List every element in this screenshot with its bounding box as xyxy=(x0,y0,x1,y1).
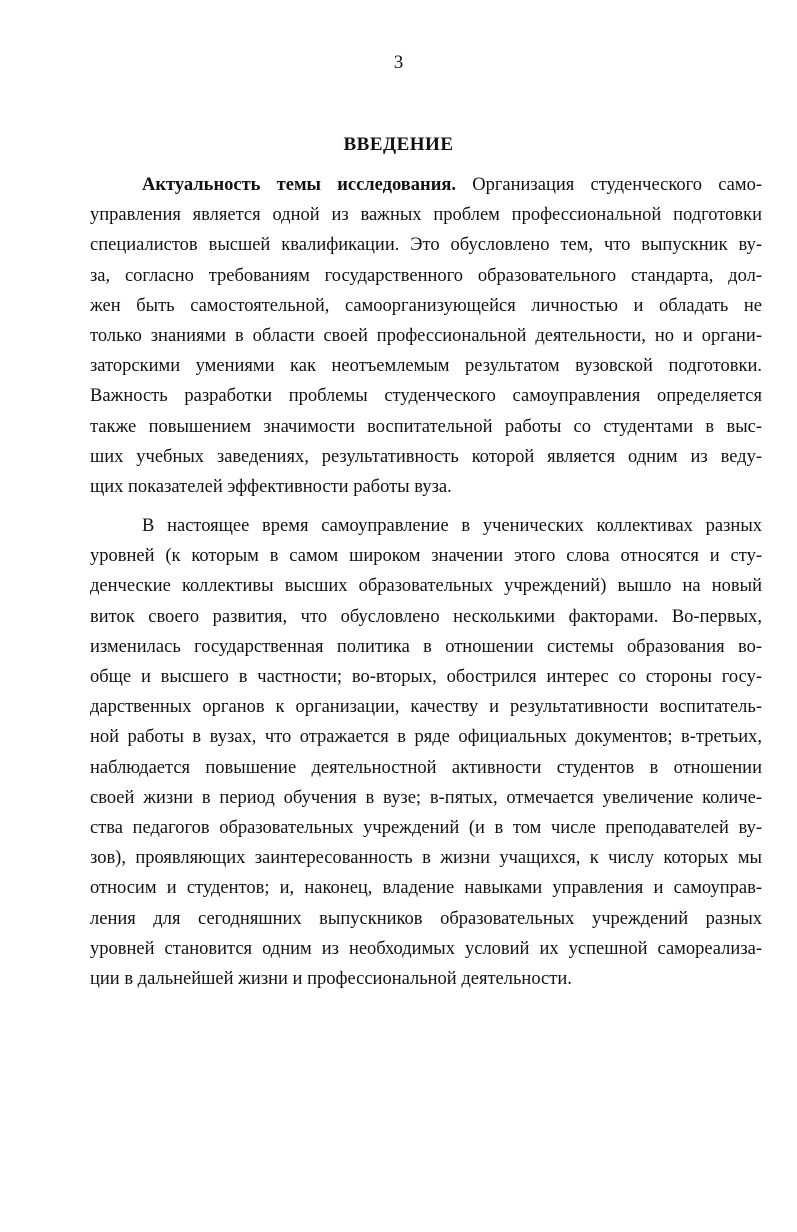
paragraph-1-line-5: жен быть самостоятельной, самоорганизующейся личностью и обладать не xyxy=(90,295,762,316)
paragraph-2-line-9: наблюдается повышение деятельностной активности студентов в отношении xyxy=(90,757,762,778)
paragraph-1-line-11: щих показателей эффективности работы вуза. xyxy=(90,476,452,497)
paragraph-1-line-6: только знаниями в области своей профессиональной деятельности, но и органи- xyxy=(90,325,762,346)
paragraph-2-line-16: ции в дальнейшей жизни и профессиональной деятельности. xyxy=(90,968,572,989)
paragraph-2-line-12: зов), проявляющих заинтересованность в жизни учащихся, к числу которых мы xyxy=(90,848,762,869)
paragraph-1-line-7: заторскими умениями как неотъемлемым результатом вузовской подготовки. xyxy=(90,356,762,377)
paragraph-1-line-10: ших учебных заведениях, результативность которой является одним из веду- xyxy=(90,446,762,467)
paragraph-1-line-4: за, согласно требованиям государственного образовательного стандарта, дол- xyxy=(90,265,762,286)
paragraph-1-line-3: специалистов высшей квалификации. Это обусловлено тем, что выпускник ву- xyxy=(90,235,762,256)
paragraph-1-lead: Актуальность темы исследования. xyxy=(142,175,456,195)
paragraph-2-line-4: виток своего развития, что обусловлено несколькими факторами. Во-первых, xyxy=(90,606,762,627)
paragraph-2-line-15: уровней становится одним из необходимых условий их успешной самореализа- xyxy=(90,938,762,959)
paragraph-2-line-3: денческие коллективы высших образовательных учреждений) вышло на новый xyxy=(90,576,762,597)
paragraph-1-line-8: Важность разработки проблемы студенческого самоуправления определяется xyxy=(90,386,762,407)
paragraph-2-line-7: дарственных органов к организации, качеству и результативности воспитатель- xyxy=(90,697,762,718)
section-heading: ВВЕДЕНИЕ xyxy=(343,134,454,155)
paragraph-2-line-1: В настоящее время самоуправление в ученических коллективах разных xyxy=(142,516,762,537)
paragraph-2-line-11: ства педагогов образовательных учреждений (и в том числе преподавателей ву- xyxy=(90,817,762,838)
paragraph-1-line-2: управления является одной из важных проблем профессиональной подготовки xyxy=(90,205,762,226)
page-number: 3 xyxy=(393,52,404,73)
paragraph-1-line-1-rest: Организация студенческого само- xyxy=(456,175,762,195)
paragraph-1-line-9: также повышением значимости воспитательной работы со студентами в выс- xyxy=(90,416,762,437)
paragraph-2-line-6: обще и высшего в частности; во-вторых, обострился интерес со стороны госу- xyxy=(90,667,762,687)
paragraph-2-line-13: относим и студентов; и, наконец, владение навыками управления и самоуправ- xyxy=(90,878,762,899)
paragraph-2-line-14: ления для сегодняшних выпускников образовательных учреждений разных xyxy=(90,908,762,929)
paragraph-gap xyxy=(90,502,762,511)
body-text xyxy=(90,170,762,994)
paragraph-1-line-1 xyxy=(90,170,762,200)
paragraph-2-line-10: своей жизни в период обучения в вузе; в-пятых, отмечается увеличение количе- xyxy=(90,787,762,808)
paragraph-2-line-8: ной работы в вузах, что отражается в ряде официальных документов; в-третьих, xyxy=(90,727,762,748)
paragraph-2-line-2: уровней (к которым в самом широком значении этого слова относятся и сту- xyxy=(90,546,762,567)
paragraph-2-line-5: изменилась государственная политика в отношении системы образования во- xyxy=(90,636,762,657)
